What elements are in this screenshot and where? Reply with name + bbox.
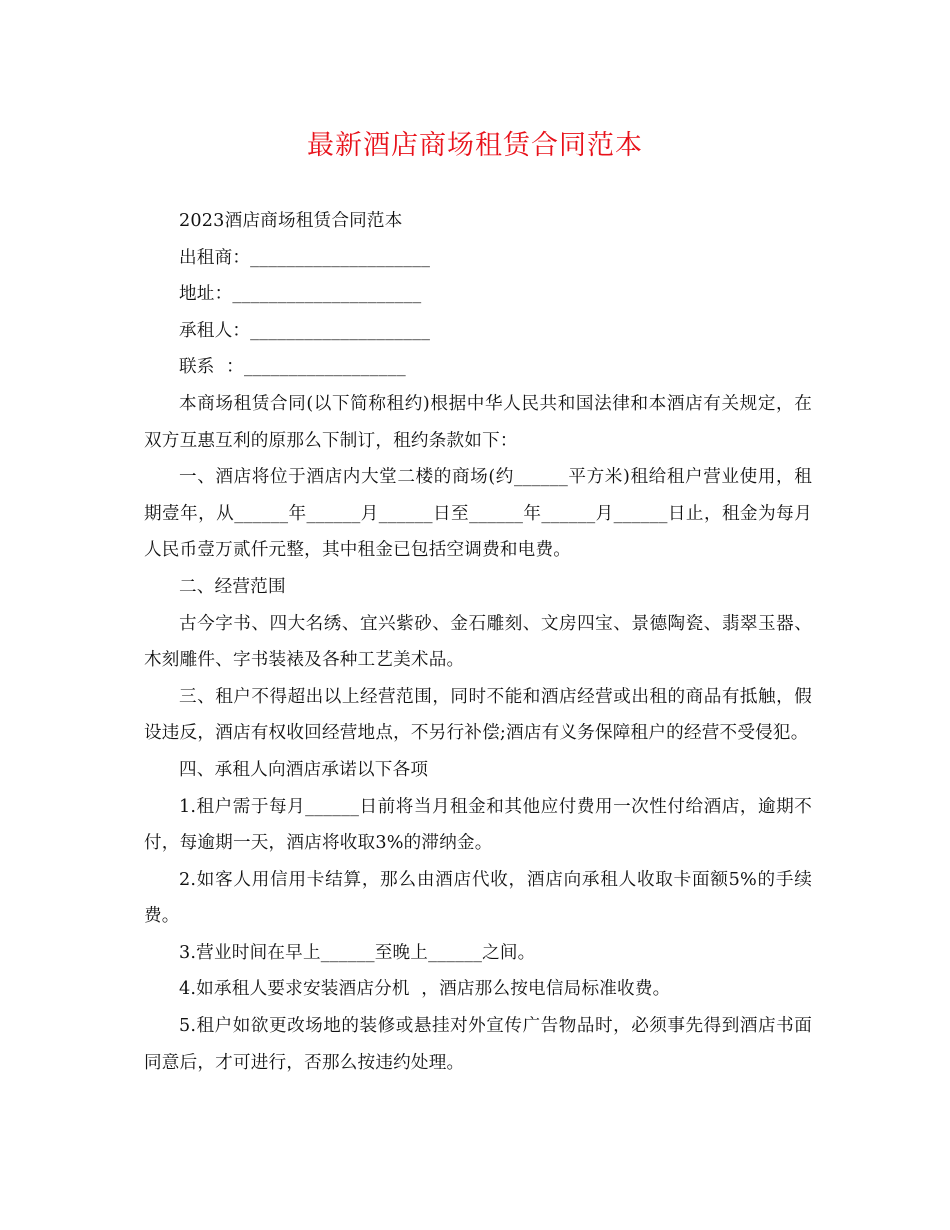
document-title: 最新酒店商场租赁合同范本 (307, 130, 643, 161)
contact-field: 联系 ：__________________ (179, 357, 406, 378)
clause-2-body: 古今字书、四大名绣、宜兴紫砂、金石雕刻、文房四宝、景德陶瓷、翡翠玉器、木刻雕件、字书装裱及各种工艺美术品。 (144, 613, 812, 671)
address-field: 地址：_____________________ (179, 284, 422, 305)
contract-subtitle: 2023酒店商场租赁合同范本 (179, 211, 403, 231)
lessor-field: 出租商：____________________ (179, 247, 431, 268)
document-body (144, 203, 812, 1081)
intro-paragraph: 本商场租赁合同(以下简称租约)根据中华人民共和国法律和本酒店有关规定，在双方互惠互利的原那么下制订，租约条款如下： (144, 393, 812, 451)
clause-4-item-2: 2.如客人用信用卡结算，那么由酒店代收，酒店向承租人收取卡面额5%的手续费。 (144, 869, 812, 927)
clause-4-item-4: 4.如承租人要求安装酒店分机 ，酒店那么按电信局标准收费。 (179, 979, 671, 1000)
clause-4-item-5: 5.租户如欲更改场地的装修或悬挂对外宣传广告物品时，必须事先得到酒店书面同意后，才可进行，否那么按违约处理。 (144, 1016, 812, 1073)
clause-4-item-3: 3.营业时间在早上______至晚上______之间。 (179, 942, 536, 963)
clause-4-heading: 四、承租人向酒店承诺以下各项 (179, 759, 429, 780)
lessee-field: 承租人：____________________ (179, 320, 431, 341)
clause-4-item-1: 1.租户需于每月______日前将当月租金和其他应付费用一次性付给酒店，逾期不付，每逾期一天，酒店将收取3%的滞纳金。 (144, 796, 812, 854)
clause-2-heading: 二、经营范围 (179, 576, 286, 597)
clause-1: 一、酒店将位于酒店内大堂二楼的商场(约______平方米)租给租户营业使用，租期壹年，从______年______月______日至______年______月______日止，租金为每月人民币壹万贰仟元整，其中租金已包括空调费和电费。 (144, 467, 812, 561)
clause-3: 三、租户不得超出以上经营范围，同时不能和酒店经营或出租的商品有抵触，假设违反，酒店有权收回经营地点，不另行补偿;酒店有义务保障租户的经营不受侵犯。 (144, 686, 812, 744)
